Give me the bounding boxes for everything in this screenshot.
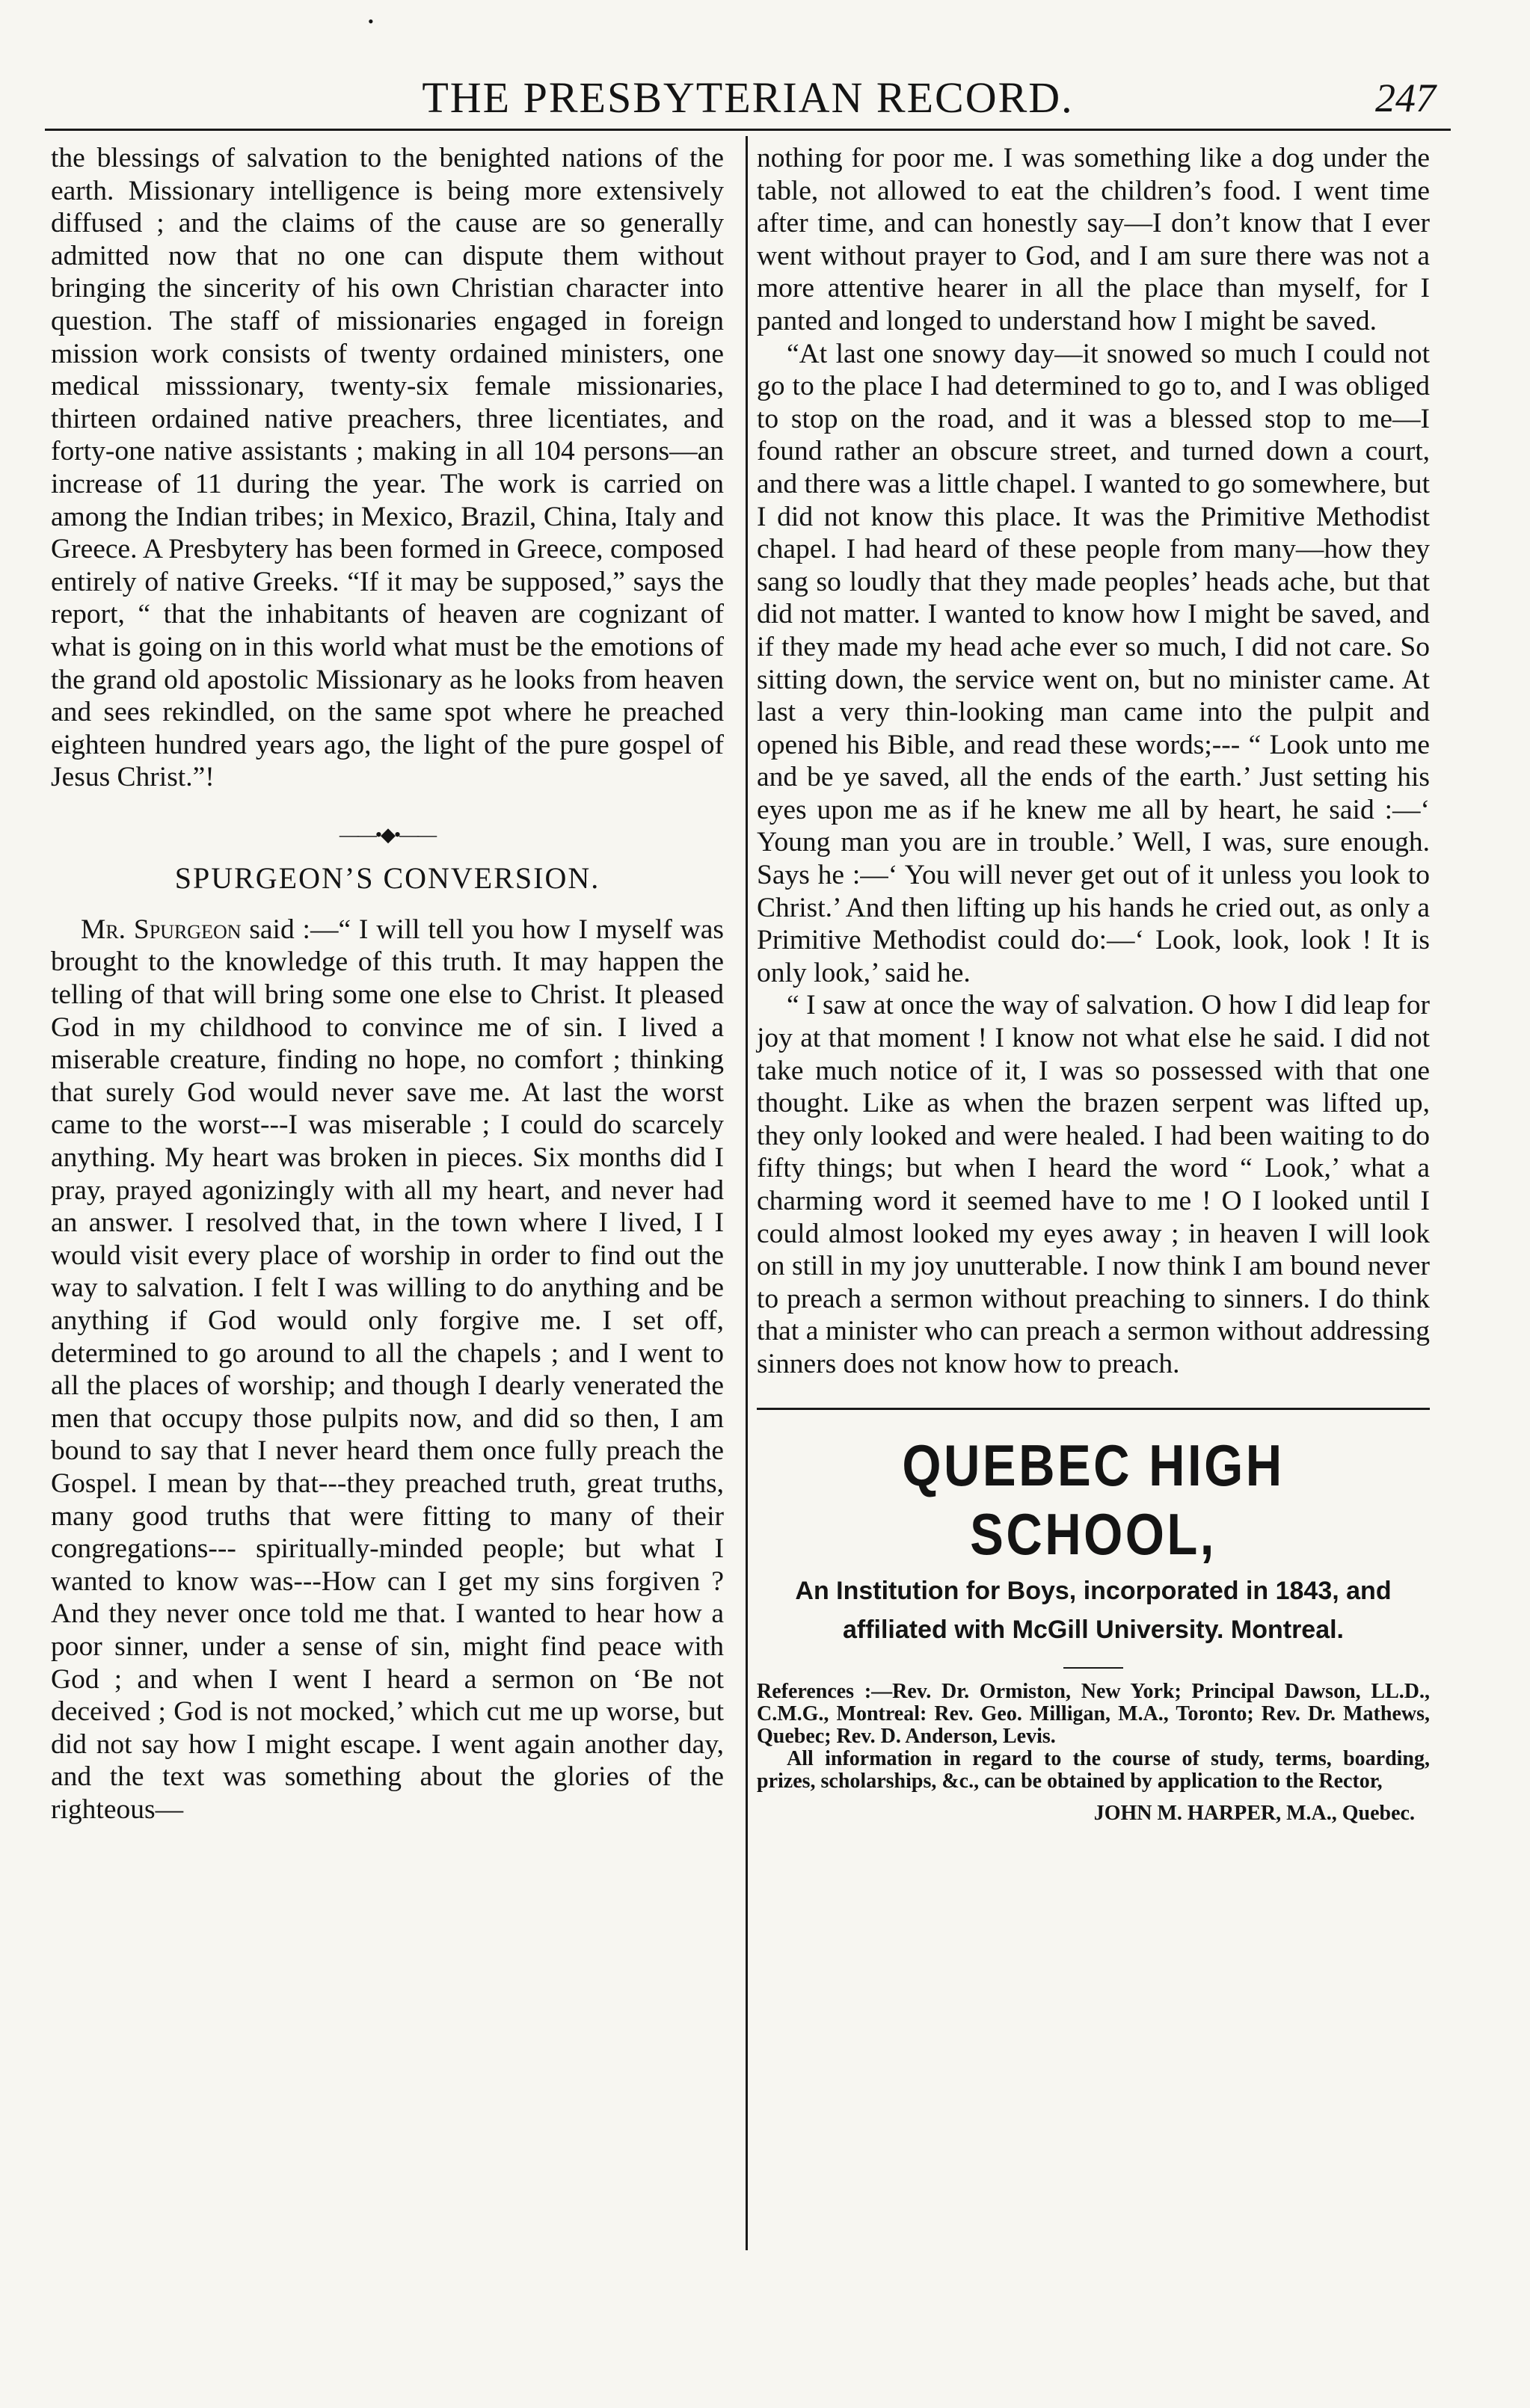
section-heading: SPURGEON’S CONVERSION. (174, 860, 600, 895)
advertisement-signature: JOHN M. HARPER, M.A., Quebec. (1093, 1801, 1415, 1825)
right-column (757, 142, 1430, 1829)
advertisement-subtitle-line: affiliated with McGill University. Montreal. (842, 1615, 1345, 1644)
right-paragraph-3: “ I saw at once the way of salvation. O how I did leap for joy at that moment ! I know not what else he said. I did not take much notice of it, I was so possessed with that one thought. Like as when the brazen serpent was lifted up, they only looked and were healed. I had been waiting to do fifty things; but when I heard the word “ Look,’ what a charming word it seemed have to me ! O I looked until I could almost looked my eyes away ; in heaven I will look on still in my joy unutterable. I now think I am bound never to preach a sermon without preaching to sinners. I do think that a minister who can preach a sermon without addressing sinners does not know how to preach. (757, 990, 1430, 1379)
article-paragraph (51, 914, 724, 1826)
advertisement-information: All information in regard to the course of study, terms, boarding, prizes, scholarships, &c., can be obtained by application to the Rector, (757, 1746, 1430, 1793)
stray-print-mark: • (368, 12, 374, 31)
section-ornament: ——•◆•—— (339, 823, 436, 846)
right-paragraph-1: nothing for poor me. I was something like a dog under the table, not allowed to eat the children’s food. I went time after time, and can honestly say—I don’t know that I ever went without prayer to God, and I am sure there was not a more attentive hearer in all the place than myself, for I panted and longed to understand how I might be saved. (757, 143, 1430, 336)
article-lead-name: Mr. Spurgeon (81, 914, 242, 945)
advertisement-subtitle (757, 1571, 1430, 1649)
advertisement-short-rule (1063, 1667, 1123, 1669)
article-paragraph-text: said :—“ I will tell you how I myself was brought to the knowledge of this truth. It may happen the telling of that will bring some one else to Christ. It pleased God in my childhood to convince me of sin. I lived a miserable creature, finding no hope, no comfort ; thinking that surely God would never save me. At last the worst came to the worst---I was miserable ; I could do scarcely anything. My heart was broken in pieces. Six months did I pray, prayed agonizingly with all my heart, and never had an answer. I resolved that, in the town where I lived, I I would visit every place of worship in order to find out the way to salvation. I felt I was willing to do anything and be anything if God would only forgive me. I set off, determined to go around to all the chapels ; and I went to all the places of worship; and though I dearly venerated the men that occupy those pulpits now, and did so then, I am bound to say that I never heard them once fully preach the Gospel. I mean by that---they preached truth, great truths, many good truths that were fitting to many of their congregations--- spiritually-minded people; but what I wanted to know was---How can I get my sins forgiven ? And they never once told me that. I wanted to hear how a poor sinner, under a sense of sin, might find peace with God ; and when I went I heard a sermon on ‘Be not deceived ; God is not mocked,’ which cut me up worse, but did not say how I might escape. I went again another day, and the text was something about the glories of the righteous— (51, 914, 724, 1825)
page-header (45, 72, 1451, 124)
column-divider (746, 136, 748, 2250)
advertisement-rule (757, 1408, 1430, 1410)
header-rule (45, 129, 1451, 131)
page-number: 247 (1375, 76, 1436, 120)
right-paragraph-2: “At last one snowy day—it snowed so much I could not go to the place I had determined to go to, and I was obliged to stop on the road, and it was a blessed stop to me—I found rather an obscure street, and turned down a court, and there was a little chapel. I wanted to go somewhere, but I did not know this place. It was the Primitive Methodist chapel. I had heard of these people from many—how they sang so loudly that they made peoples’ heads ache, but that did not matter. I wanted to know how I might be saved, and if they made my head ache ever so much, I did not care. So sitting down, the service went on, but no minister came. At last a very thin-looking man came into the pulpit and opened his Bible, and read these words;--- “ Look unto me and be ye saved, all the ends of the earth.’ Just setting his eyes upon me as if he knew me all by heart, he said :—‘ Young man you are in trouble.’ Well, I was, sure enough. Says he :—‘ You will never get out of it unless you look to Christ.’ And then lifting up his hands he cried out, as only a Primitive Methodist could do:—‘ Look, look, look ! It is only look,’ said he. (757, 338, 1430, 988)
publication-title: THE PRESBYTERIAN RECORD. (422, 73, 1074, 122)
continuation-paragraph: the blessings of salvation to the benighted nations of the earth. Missionary intelligence is being more extensively diffused ; and the claims of the cause are so generally admitted now that no one can dispute them without bringing the sincerity of his own Christian character into question. The staff of missionaries engaged in foreign mission work consists of twenty ordained ministers, one medical misssionary, twenty-six female missionaries, thirteen ordained native preachers, three licentiates, and forty-one native assistants ; making in all 104 persons—an increase of 11 during the year. The work is carried on among the Indian tribes; in Mexico, Brazil, China, Italy and Greece. A Presbytery has been formed in Greece, composed entirely of native Greeks. “If it may be supposed,” says the report, “ that the inhabitants of heaven are cognizant of what is going on in this world what must be the emotions of the grand old apostolic Missionary as he looks from heaven and sees rekindled, on the same spot where he preached eighteen hundred years ago, the light of the pure gospel of Jesus Christ.”! (51, 143, 724, 793)
advertisement-title: QUEBEC HIGH SCHOOL, (902, 1432, 1285, 1567)
advertisement (757, 1431, 1430, 1829)
advertisement-references: References :—Rev. Dr. Ormiston, New York; Principal Dawson, LL.D., C.M.G., Montreal: Rev. Geo. Milligan, M.A., Toronto; Rev. Dr. Mathews, Quebec; Rev. D. Anderson, Levis. (757, 1679, 1430, 1748)
advertisement-subtitle-line: An Institution for Boys, incorporated in 1843, and (795, 1576, 1392, 1605)
left-column (51, 142, 724, 1826)
